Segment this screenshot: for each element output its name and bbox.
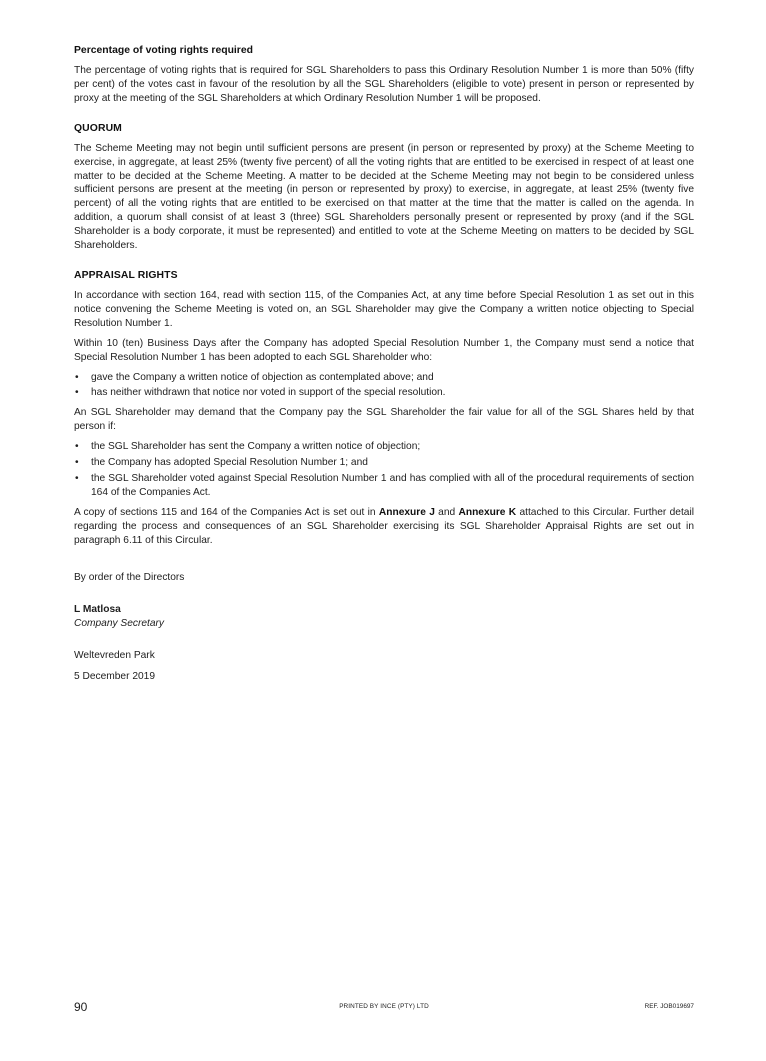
annexure-j-reference: Annexure J [378, 506, 435, 518]
printer-credit: PRINTED BY INCE (PTY) LTD [339, 1003, 429, 1010]
voting-rights-section [74, 44, 694, 106]
appraisal-paragraph-2: Within 10 (ten) Business Days after the Company has adopted Special Resolution Number 1, the Company must send a notice that Special Resolution Number 1 has been adopted to each SGL Shareholder who: [74, 337, 694, 363]
voting-rights-paragraph: The percentage of voting rights that is required for SGL Shareholders to pass this Ordinary Resolution Number 1 is more than 50% (fifty per cent) of the votes cast in favour of the resolution by all the SGL Shareholders (eligible to vote) present in person or represented by proxy at the meeting of the SGL Shareholders at which Ordinary Resolution Number 1 will be proposed. [74, 65, 694, 104]
signatory-title: Company Secretary [74, 618, 165, 630]
fair-value-conditions-list [74, 440, 694, 500]
quorum-section [74, 122, 694, 253]
appraisal-paragraph-3: An SGL Shareholder may demand that the Company pay the SGL Shareholder the fair value for all of the SGL Shares held by that person if: [74, 407, 694, 433]
list-item [74, 371, 694, 385]
list-item-text: the SGL Shareholder voted against Special Resolution Number 1 and has complied with all of the procedural requirements of section 164 of the Companies Act. [91, 472, 694, 498]
list-item [74, 386, 694, 400]
bullet-icon: • [75, 387, 79, 399]
list-item-text: the SGL Shareholder has sent the Company a written notice of objection; [91, 441, 421, 453]
bullet-icon: • [75, 441, 79, 453]
list-item [74, 456, 694, 470]
annexure-k-reference: Annexure K [458, 506, 517, 518]
bullet-icon: • [75, 472, 79, 484]
page-number: 90 [74, 1000, 88, 1014]
by-order-line: By order of the Directors [74, 572, 185, 584]
list-item-text: the Company has adopted Special Resolution Number 1; and [91, 457, 368, 469]
place-line: Weltevreden Park [74, 650, 155, 662]
voting-rights-heading: Percentage of voting rights required [74, 45, 253, 56]
quorum-heading: QUORUM [74, 122, 122, 134]
notice-recipient-list [74, 371, 694, 401]
document-page [74, 44, 694, 684]
bullet-icon: • [75, 457, 79, 469]
signatory-name: L Matlosa [74, 604, 121, 616]
appraisal-rights-section [74, 269, 694, 548]
job-reference: REF. JOB019697 [644, 1003, 694, 1010]
page-footer [74, 1000, 694, 1016]
bullet-icon: • [75, 371, 79, 383]
annexure-and-text: and [434, 506, 459, 518]
annexure-intro-text: A copy of sections 115 and 164 of the Companies Act is set out in [74, 506, 379, 518]
appraisal-paragraph-4 [74, 506, 694, 548]
list-item [74, 472, 694, 500]
date-line: 5 December 2019 [74, 671, 155, 683]
list-item-text: has neither withdrawn that notice nor voted in support of the special resolution. [91, 387, 446, 399]
appraisal-rights-heading: APPRAISAL RIGHTS [74, 269, 178, 281]
annexure-detail-text: attached to this Circular. Further detail regarding the process and consequences of an SGL Shareholder exercising its SGL Shareholder Appraisal Rights are set out in paragraph 6.11 of this Circular. [74, 506, 694, 546]
list-item [74, 440, 694, 454]
appraisal-paragraph-1: In accordance with section 164, read with section 115, of the Companies Act, at any time before Special Resolution 1 as set out in this notice convening the Scheme Meeting is voted on, an SGL Shareholder may give the Company a written notice objecting to Special Resolution Number 1. [74, 289, 694, 329]
quorum-paragraph: The Scheme Meeting may not begin until sufficient persons are present (in person or represented by proxy) at the Scheme Meeting to exercise, in aggregate, at least 25% (twenty five percent) of all the voting rights that are entitled to be exercised in respect of at least one matter to be decided at the Scheme Meeting. A matter to be decided at the Scheme Meeting may not begin to be considered unless sufficient persons are present at the meeting (in person or represented by proxy) to exercise, in aggregate, at least 25% (twenty five percent) of all the voting rights that are entitled to be exercised on that matter at the time that the matter is called on the agenda. In addition, a quorum shall consist of at least 3 (three) SGL Shareholders personally present or represented by proxy (and if the SGL Shareholder is a body corporate, it must be represented) and entitled to vote at the Scheme Meeting on matters to be decided by SGL Shareholders. [74, 142, 694, 252]
list-item-text: gave the Company a written notice of objection as contemplated above; and [91, 371, 434, 383]
